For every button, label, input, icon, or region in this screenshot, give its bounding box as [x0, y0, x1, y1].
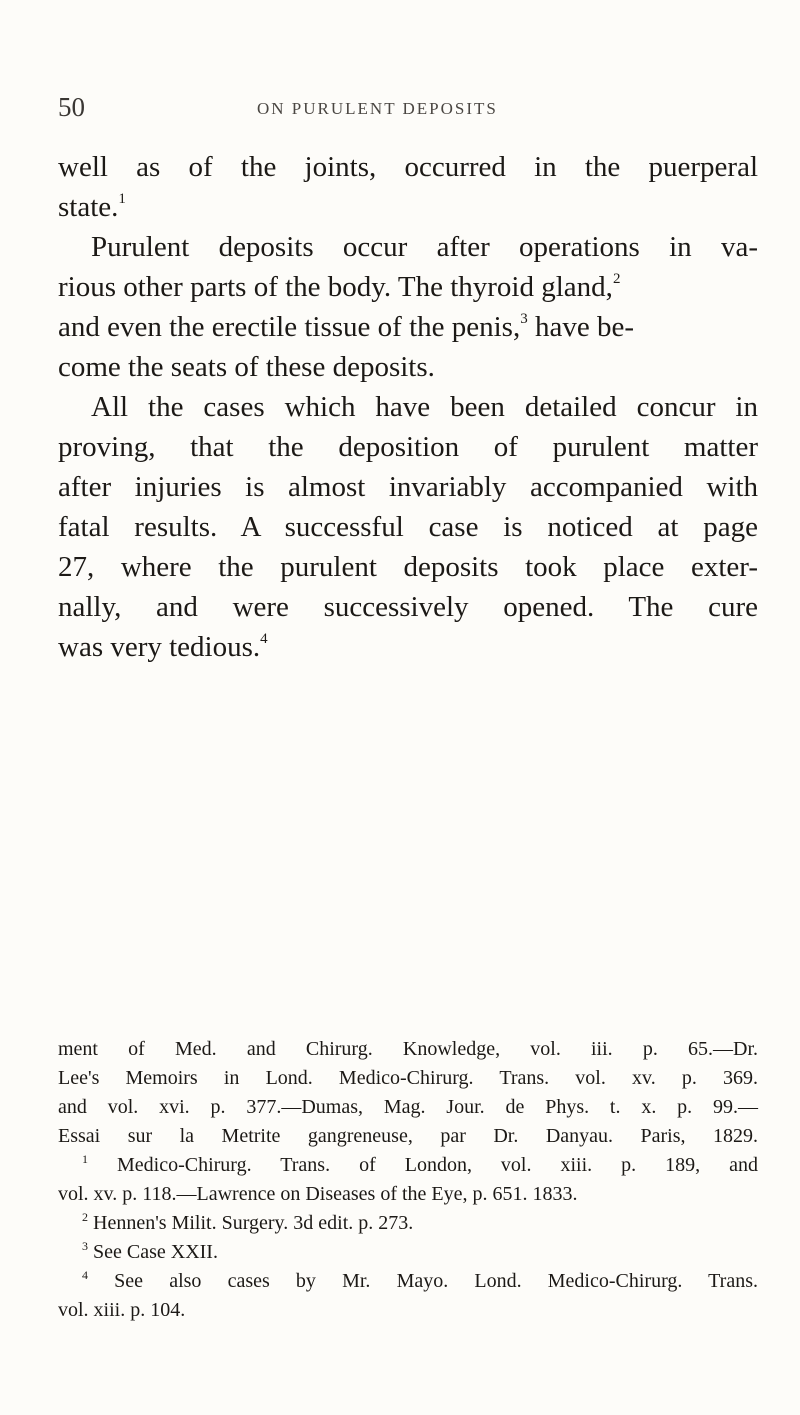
text-line: Purulent deposits occur after operations in va- — [91, 231, 758, 263]
footnote-ref: 1 — [118, 191, 126, 207]
text-line: proving, that the deposition of purulent matter — [58, 431, 758, 463]
text-line: after injuries is almost invariably accompanied with — [58, 471, 758, 503]
footnote-3 — [58, 1238, 758, 1267]
footnote-line: Essai sur la Metrite gangreneuse, par Dr. Danyau. Paris, 1829. — [58, 1125, 758, 1147]
main-text — [58, 147, 758, 667]
footnote-text: See also cases by Mr. Mayo. Lond. Medico-Chirurg. Trans. — [114, 1270, 758, 1292]
footnote-mark: 4 — [82, 1268, 88, 1282]
text-line-content: and even the erectile tissue of the penis, — [58, 311, 521, 343]
footnote-line: ment of Med. and Chirurg. Knowledge, vol. iii. p. 65.—Dr. — [58, 1038, 758, 1060]
text-line — [58, 187, 758, 227]
footnote-mark: 2 — [82, 1210, 88, 1224]
text-line-content: have be- — [527, 311, 634, 343]
footnote-mark: 1 — [82, 1152, 88, 1166]
text-line — [58, 627, 758, 667]
footnote-1 — [58, 1151, 758, 1180]
text-line — [58, 307, 758, 347]
footnote-2 — [58, 1209, 758, 1238]
text-line: All the cases which have been detailed concur in — [91, 391, 758, 423]
footnote-ref: 4 — [260, 631, 268, 647]
text-line — [58, 267, 758, 307]
text-line-content: state. — [58, 191, 119, 223]
running-title: ON PURULENT DEPOSITS — [257, 99, 498, 118]
footnote-line: vol. xv. p. 118.—Lawrence on Diseases of the Eye, p. 651. 1833. — [58, 1183, 578, 1205]
footnote-ref: 3 — [520, 311, 528, 327]
footnote-line: and vol. xvi. p. 377.—Dumas, Mag. Jour. de Phys. t. x. p. 99.— — [58, 1096, 758, 1118]
text-line: fatal results. A successful case is noticed at page — [58, 511, 758, 543]
text-line: come the seats of these deposits. — [58, 351, 435, 383]
text-line: well as of the joints, occurred in the puerperal — [58, 151, 758, 183]
footnote-ref: 2 — [612, 271, 621, 287]
text-line-content: rious other parts of the body. The thyroid gland, — [58, 271, 613, 303]
running-head — [58, 92, 578, 122]
text-line: 27, where the purulent deposits took place exter- — [58, 551, 758, 583]
footnote-line: vol. xiii. p. 104. — [58, 1299, 186, 1321]
footnote-text: Medico-Chirurg. Trans. of London, vol. xiii. p. 189, and — [117, 1154, 759, 1176]
page-number: 50 — [58, 92, 85, 122]
text-line-content: was very tedious. — [58, 631, 261, 663]
footnote-line: Lee's Memoirs in Lond. Medico-Chirurg. Trans. vol. xv. p. 369. — [58, 1067, 758, 1089]
text-line: nally, and were successively opened. The cure — [58, 591, 758, 623]
footnote-mark: 3 — [82, 1239, 88, 1253]
footnote-text: Hennen's Milit. Surgery. 3d edit. p. 273. — [93, 1212, 414, 1234]
footnote-4 — [58, 1267, 758, 1296]
footnotes — [58, 1035, 758, 1325]
footnote-text: See Case XXII. — [93, 1241, 218, 1263]
